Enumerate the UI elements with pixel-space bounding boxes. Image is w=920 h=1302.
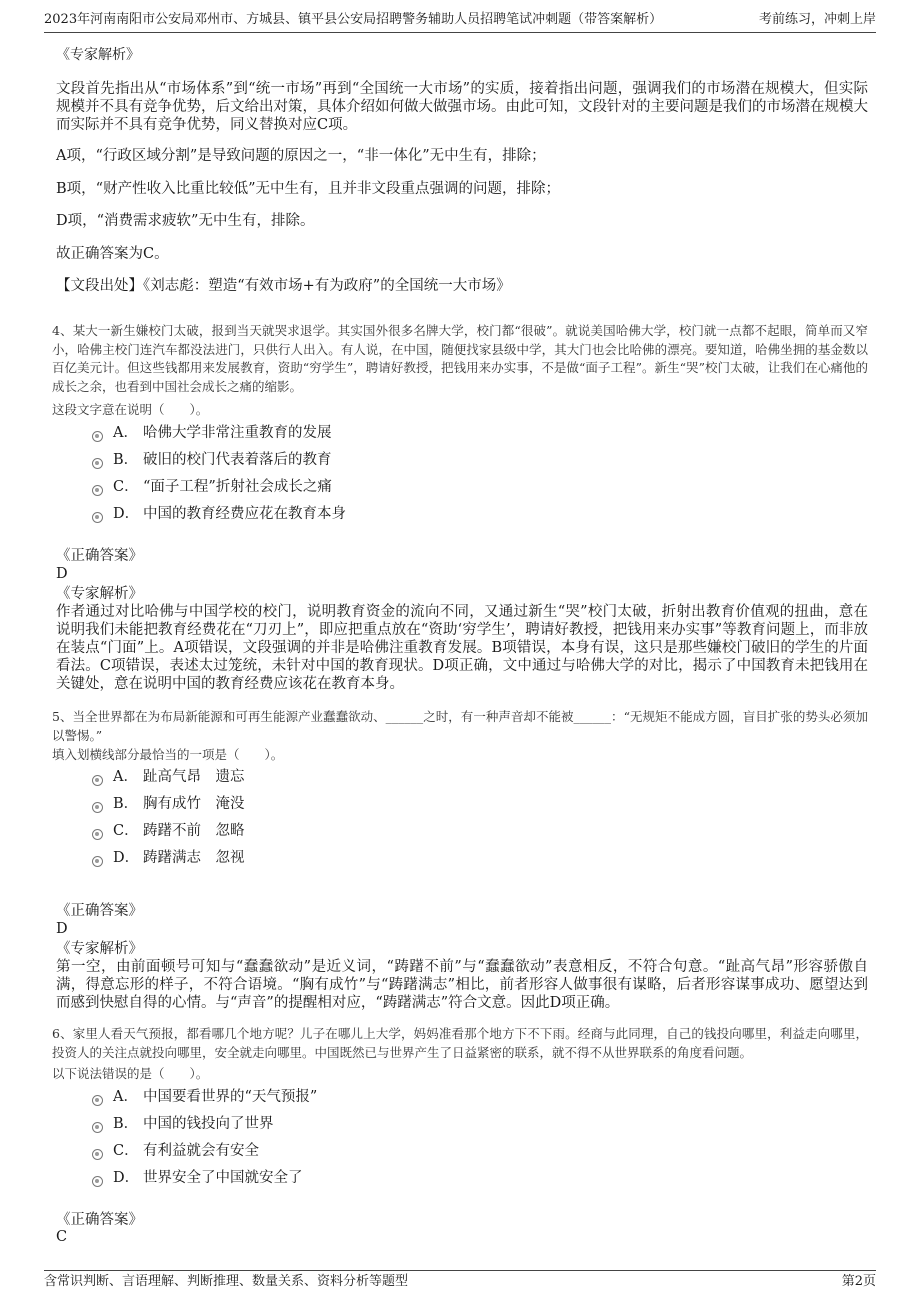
question-5-answer-label: 《正确答案》 [56,903,143,919]
page-footer [44,1270,876,1293]
question-6-option-d[interactable]: D． 世界安全了中国就安全了 [92,1167,303,1189]
prev-analysis-label: 《专家解析》 [56,47,140,63]
page-header [44,8,876,33]
question-4-stem: 4、某大一新生嫌校门太破，报到当天就哭求退学。其实国外很多名牌大学，校门都“很破”。就说美国哈佛大学，校门就一点都不起眼，简单而又窄小，哈佛主校门连汽车都没法进门，只供行人出入。有人说，在中国，随便找家县级中学，其大门也会比哈佛的漂亮。要知道，哈佛坐拥的基金数以百亿美元计。但这些钱都用来发展教育，资助“穷学生”，聘请好教授，把钱用来办实事，不是做“面子工程”。新生“哭”校门太破，让我们在心痛他的成长之余，也看到中国社会成长之痛的缩影。 [52,323,868,394]
question-4-option-d[interactable]: D． 中国的教育经费应花在教育本身 [92,503,346,525]
question-5-option-c[interactable]: C． 踌躇不前 忽略 [92,820,245,842]
radio-icon[interactable] [92,485,103,496]
question-6-stem: 6、家里人看天气预报，都看哪几个地方呢？儿子在哪儿上大学，妈妈准看那个地方下不下雨。经商与此同理，自己的钱投向哪里，利益走向哪里，投资人的关注点就投向哪里，安全就走向哪里。中国既然已与世界产生了日益紧密的联系，就不得不从世界联系的角度看问题。 [52,1026,868,1060]
radio-icon[interactable] [92,1149,103,1160]
prev-conclusion: 故正确答案为C。 [56,246,169,262]
question-4-option-a[interactable]: A． 哈佛大学非常注重教育的发展 [92,422,332,444]
radio-icon[interactable] [92,802,103,813]
question-6-option-c[interactable]: C． 有利益就会有安全 [92,1140,259,1162]
question-6-answer-label: 《正确答案》 [56,1212,143,1228]
prev-line-b: B项，“财产性收入比重比较低”无中生有，且并非文段重点强调的问题，排除； [56,181,560,197]
radio-icon[interactable] [92,431,103,442]
question-5-analysis: 第一空，由前面顿号可知与“蠢蠢欲动”是近义词，“踌躇不前”与“蠢蠢欲动”表意相反，不符合句意。“趾高气昂”形容骄傲自满，得意忘形的样子，不符合语境。“胸有成竹”与“踌躇满志”相比，前者形容人做事很有谋略，后者形容谋事成功、愿望达到而感到快慰自得的心情。与“声音”的提醒相对应，“踌躇满志”符合文意。因此D项正确。 [56,959,868,1011]
radio-icon[interactable] [92,458,103,469]
question-6-option-b[interactable]: B． 中国的钱投向了世界 [92,1113,274,1135]
question-4-answer-label: 《正确答案》 [56,548,143,564]
question-5-prompt: 填入划横线部分最恰当的一项是（ ）。 [52,747,284,762]
question-5-answer: D [56,921,68,937]
question-5-option-b[interactable]: B． 胸有成竹 淹没 [92,793,245,815]
header-slogan: 考前练习，冲刺上岸 [758,12,876,27]
radio-icon[interactable] [92,1095,103,1106]
radio-icon[interactable] [92,775,103,786]
question-6-option-a[interactable]: A． 中国要看世界的“天气预报” [92,1086,317,1108]
prev-analysis-text: 文段首先指出从“市场体系”到“统一市场”再到“全国统一大市场”的实质，接着指出问题，强调我们的市场潜在规模大，但实际规模并不具有竞争优势，后文给出对策，具体介绍如何做大做强市场。由此可知，文段针对的主要问题是我们的市场潜在规模大而实际并不具有竞争优势，同义替换对应C项。 [56,81,868,133]
question-6-prompt: 以下说法错误的是（ ）。 [52,1066,209,1081]
question-4-option-b[interactable]: B． 破旧的校门代表着落后的教育 [92,449,332,471]
radio-icon[interactable] [92,1122,103,1133]
radio-icon[interactable] [92,1176,103,1187]
question-4-analysis: 作者通过对比哈佛与中国学校的校门，说明教育资金的流向不同，又通过新生“哭”校门太破，折射出教育价值观的扭曲，意在说明我们未能把教育经费花在“刀刃上”，即应把重点放在“资助‘穷学生’，聘请好教授，把钱用来办实事”等教育问题上，而非放在装点“门面”上。A项错误，文段强调的并非是哈佛注重教育发展。B项错误，本身有误，这只是那些嫌校门破旧的学生的片面看法。C项错误，表述太过笼统，未针对中国的教育现状。D项正确，文中通过与哈佛大学的对比，揭示了中国教育未把钱用在关键处，意在说明中国的教育经费应该花在教育本身。 [56,604,868,692]
question-6-answer: C [56,1229,68,1245]
radio-icon[interactable] [92,856,103,867]
radio-icon[interactable] [92,512,103,523]
page-number: 第2页 [841,1274,876,1289]
footer-topics: 含常识判断、言语理解、判断推理、数量关系、资料分析等题型 [44,1274,409,1289]
question-5-option-d[interactable]: D． 踌躇满志 忽视 [92,847,245,869]
question-5-option-a[interactable]: A． 趾高气昂 遗忘 [92,766,245,788]
question-4-analysis-label: 《专家解析》 [56,586,143,602]
question-4-answer: D [56,566,68,582]
question-4-prompt: 这段文字意在说明（ ）。 [52,402,209,417]
question-4-option-c[interactable]: C． “面子工程”折射社会成长之痛 [92,476,332,498]
passage-source: 【文段出处】《刘志彪：塑造“有效市场+有为政府”的全国统一大市场》 [56,278,511,294]
radio-icon[interactable] [92,829,103,840]
document-title: 2023年河南南阳市公安局邓州市、方城县、镇平县公安局招聘警务辅助人员招聘笔试冲刺题（带答案解析） [44,12,663,27]
prev-line-d: D项，“消费需求疲软”无中生有，排除。 [56,213,315,229]
prev-line-a: A项，“行政区域分割”是导致问题的原因之一，“非一体化”无中生有，排除； [56,148,546,164]
question-5-stem: 5、当全世界都在为布局新能源和可再生能源产业蠢蠢欲动、______之时，有一种声音却不能被______：“无规矩不能成方圆，盲目扩张的势头必须加以警惕。” [52,709,868,743]
question-5-analysis-label: 《专家解析》 [56,941,143,957]
